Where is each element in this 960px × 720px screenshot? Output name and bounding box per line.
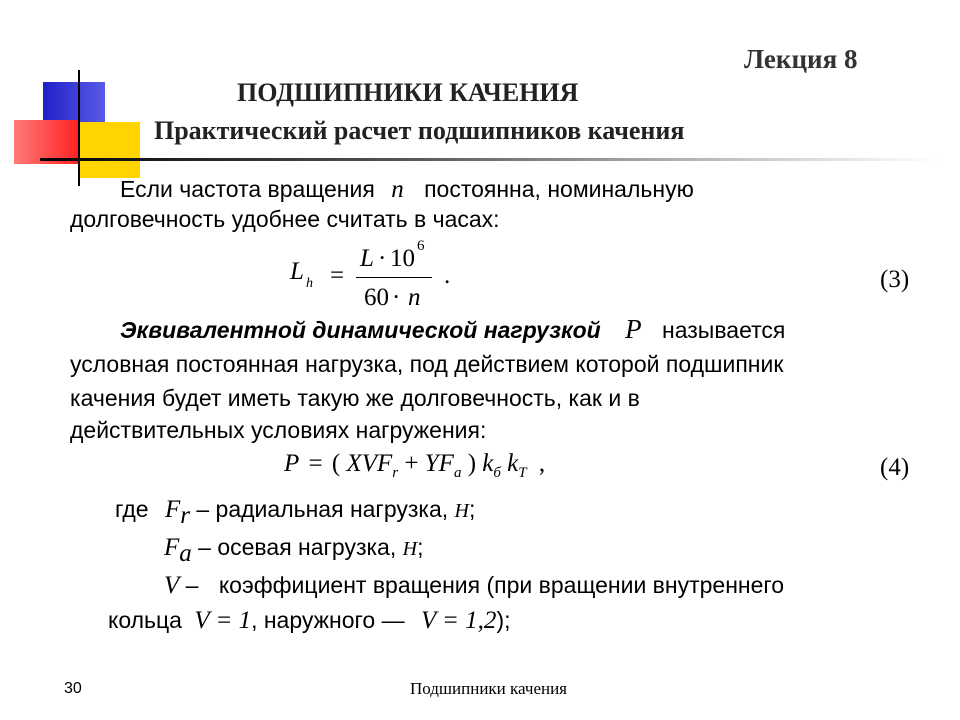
- page-number: 30: [64, 680, 82, 697]
- f3-L: L: [290, 258, 304, 285]
- f4-XVF: XVF: [346, 450, 393, 477]
- text: – радиальная нагрузка,: [196, 496, 449, 522]
- def-V: [164, 568, 784, 603]
- paragraph-line-3: [120, 312, 785, 347]
- where-label: где: [115, 496, 149, 522]
- f4-YF: YF: [424, 450, 454, 477]
- f4-k2: k: [507, 450, 519, 477]
- paragraph-line-2: долговечность удобнее считать в часах:: [70, 206, 500, 232]
- f4-close: ): [467, 450, 477, 477]
- var-P: P: [625, 314, 642, 344]
- f4-plus: +: [404, 450, 419, 477]
- text: постоянна, номинальную: [424, 176, 694, 202]
- f4-T: T: [518, 465, 527, 481]
- f4-k1: k: [482, 450, 494, 477]
- unit-H: H: [454, 500, 469, 522]
- text: коэффициент вращения (при вращении внутреннего: [218, 572, 785, 598]
- decor-vertical-line: [78, 70, 80, 186]
- def-Fr: [115, 492, 475, 528]
- f3-num-dot: ·: [378, 245, 387, 272]
- var-Fr: F: [164, 496, 181, 523]
- text: кольца: [108, 607, 182, 633]
- paragraph-line-5: качения будет иметь такую же долговечность, как и в: [70, 385, 640, 411]
- f4-r: r: [392, 465, 399, 481]
- f4-comma: ,: [538, 450, 546, 477]
- def-Fa: [164, 530, 423, 566]
- f4-open: (: [331, 450, 341, 477]
- page-title: ПОДШИПНИКИ КАЧЕНИЯ: [237, 78, 579, 107]
- f4-number: (4): [880, 454, 910, 481]
- f3-number: (3): [880, 266, 910, 293]
- text: – осевая нагрузка,: [198, 534, 397, 560]
- f3-num-exp: 6: [417, 238, 425, 254]
- var-Fa: F: [164, 534, 180, 561]
- var-Fr-sub: r: [180, 502, 190, 529]
- f3-fraction-bar: [356, 277, 432, 278]
- text: );: [496, 607, 511, 633]
- var-V: V: [164, 572, 180, 599]
- f3-h: h: [306, 276, 313, 291]
- lecture-label: Лекция 8: [744, 44, 858, 74]
- f3-period: .: [444, 262, 451, 289]
- f4-a: a: [453, 465, 462, 481]
- V-eq-1-2: V = 1,2: [420, 607, 497, 634]
- paragraph-line-4: условная постоянная нагрузка, под действием которой подшипник: [70, 351, 784, 377]
- unit-H: H: [402, 538, 418, 560]
- text: называется: [662, 317, 786, 343]
- f3-eq: =: [330, 262, 345, 289]
- def-V-ring: [108, 603, 511, 638]
- term-equivalent-load: Эквивалентной динамической нагрузкой: [120, 317, 601, 343]
- decor-horizontal-line: [40, 158, 940, 161]
- page-subtitle: Практический расчет подшипников качения: [154, 116, 685, 145]
- f3-den-dot: ·: [392, 284, 401, 311]
- text: Если частота вращения: [120, 176, 375, 202]
- V-eq-1: V = 1: [194, 607, 252, 634]
- decor-yellow-square: [80, 122, 140, 178]
- f4-eq: =: [308, 450, 323, 477]
- f3-den-60: 60: [364, 284, 389, 311]
- f3-den-n: n: [408, 284, 421, 311]
- f3-num-L: L: [360, 245, 374, 272]
- f3-num-10: 10: [390, 245, 415, 272]
- var-n: n: [391, 176, 404, 203]
- var-Fa-sub: a: [179, 540, 192, 567]
- text: ;: [417, 534, 424, 560]
- formula-4: [284, 450, 546, 481]
- text: –: [185, 572, 199, 598]
- text: , наружного —: [251, 607, 405, 633]
- footer-title: Подшипники качения: [410, 679, 568, 698]
- f4-b: б: [493, 465, 501, 481]
- f4-P: P: [284, 450, 300, 477]
- paragraph-line-6: действительных условиях нагружения:: [70, 417, 487, 443]
- text: ;: [469, 496, 476, 522]
